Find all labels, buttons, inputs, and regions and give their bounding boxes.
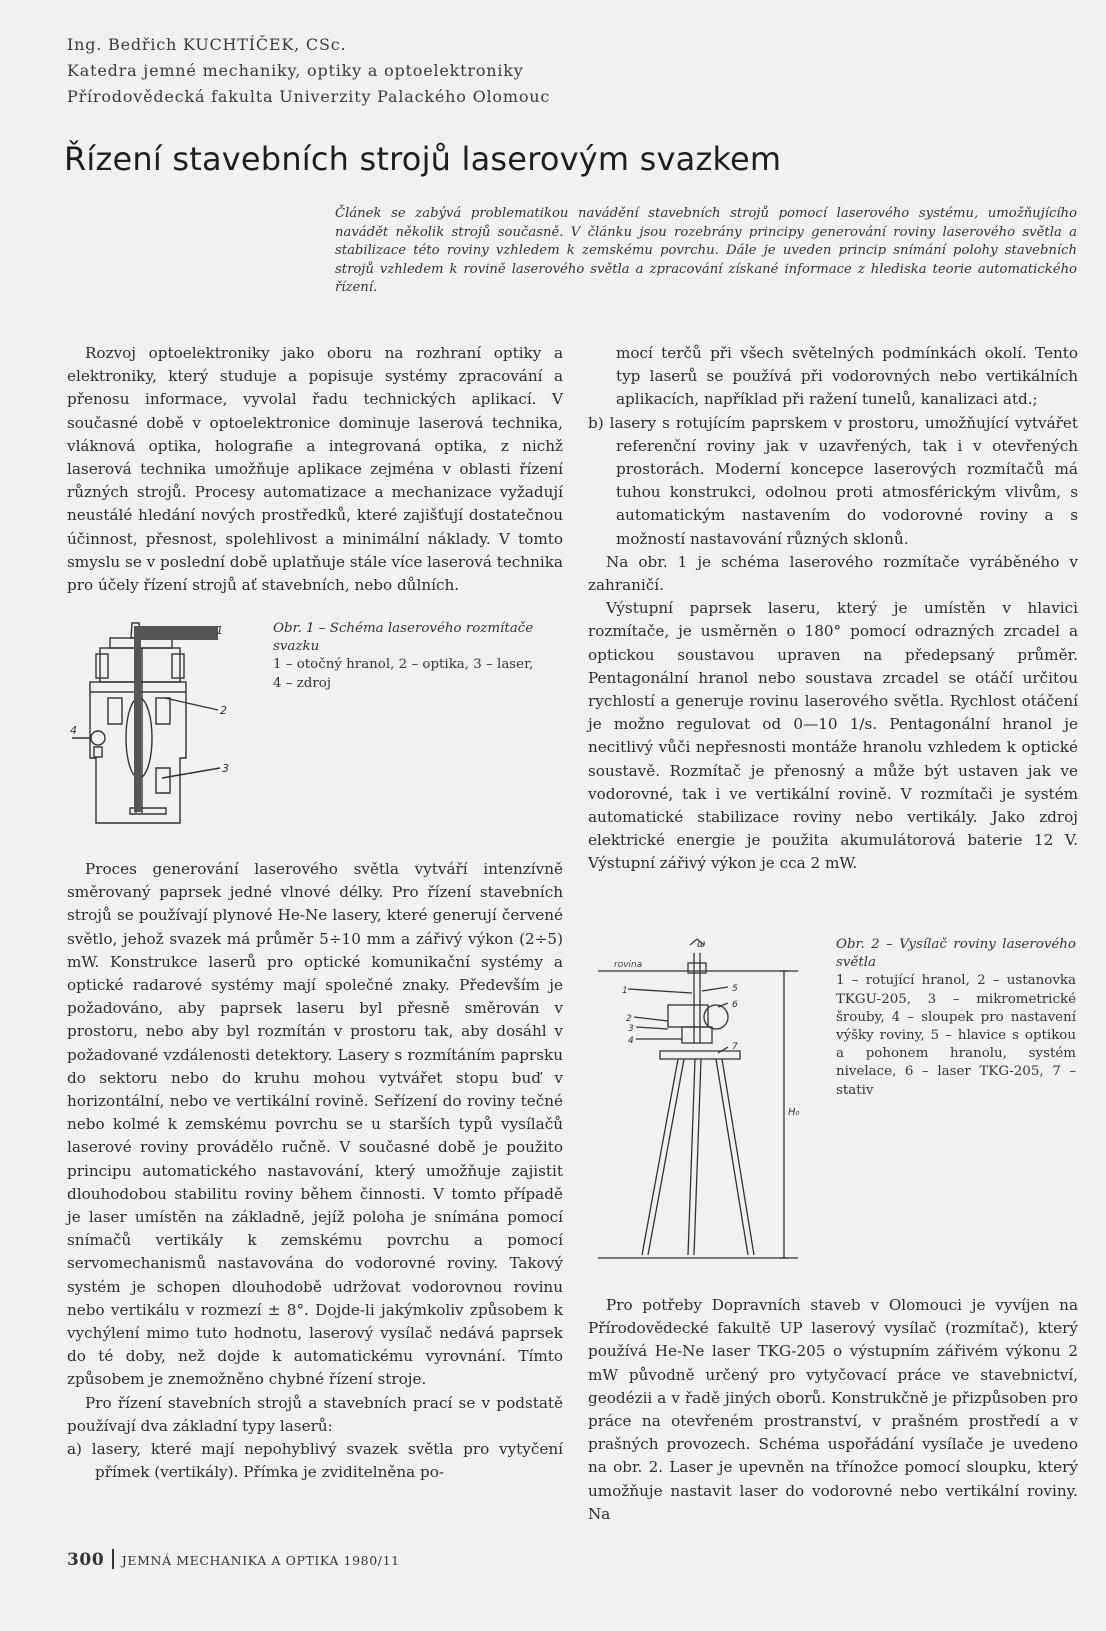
figure-2-caption: [836, 936, 1076, 1100]
department-line: Katedra jemné mechaniky, optiky a optoelektroniky: [67, 61, 524, 80]
fig2-label-4: 4: [628, 1036, 634, 1046]
paragraph-generation: Proces generování laserového světla vytváří intenzívně směrovaný paprsek jedné vlnové délky. Pro řízení stavebních strojů se používají plynové He-Ne lasery, které generují červené světlo, jehož svazek má průměr 5÷10 mm a zářivý výkon (2÷5) mW. Konstrukce laserů pro optické komunikační systémy a optické radarové systémy mají společné znaky. Především je požadováno, aby paprsek laseru byl přesně směrován v prostoru, nebo aby byl rozmítán v prostoru tak, aby dosáhl v požadované vzdálenosti detektory. Lasery s rozmítáním paprsku do sektoru nebo do kruhu mohou vytvářet stopu buď v horizontální, nebo ve vertikální rovině. Seřízení do roviny tečné nebo kolmé k zemskému povrchu se u starších typů vysílačů laserové roviny provádělo ručně. V současné době je použito principu automatického nastavování, který umožňuje zajistit dlouhodobou stabilitu roviny během činnosti. V tomto případě je laser umístěn na základně, jejíž poloha je snímána pomocí snímačů vertikály k zemskému povrchu a pomocí servomechanismů nastavována do vodorovné roviny. Takový systém je schopen dlouhodobě udržovat vodorovnou rovinu nebo vertikálu v rozmezí ± 8°. Dojde-li jakýmkoliv způsobem k vychýlení mimo tuto hodnotu, laserový vysílač nedává paprsek do té doby, než dojde k automatickému vyrovnání. Tímto způsobem je znemožněno chybné řízení stroje.: [67, 860, 563, 1389]
abstract: Článek se zabývá problematikou navádění stavebních strojů pomocí laserového systému, umožňujícího navádět několik strojů současně. V článku jsou rozebrány principy generování roviny laserového světla a stabilizace této roviny vzhledem k zemskému povrchu. Dále je uveden princip snímání polohy stavebních strojů vzhledem k rovině laserového světla a zpracování získané informace z hlediska teorie automatického řízení.: [335, 206, 1077, 296]
paragraph-olomouc: Pro potřeby Dopravních staveb v Olomouci je vyvíjen na Přírodovědecké fakultě UP laserový vysílač (rozmítač), který používá He-Ne laser TKG-205 o výstupním zářivém výkonu 2 mW původně určený pro vytyčovací práce ve stavebnictví, geodézii a v řadě jiných oborů. Konstrukčně je přizpůsoben pro práce na otevřeném prostranství, v prašném prostředí a v prašných provozech. Schéma uspořádání vysílače je uvedeno na obr. 2. Laser je upevněn na třínožce pomocí sloupku, který umožňuje nastavit laser do vodorovné nebo vertikální roviny. Na: [588, 1296, 1078, 1523]
article-title: Řízení stavebních strojů laserovým svazkem: [64, 140, 782, 178]
figure-1-laser-scanner-diagram: [70, 618, 270, 843]
paragraph-output-beam: Výstupní paprsek laseru, který je umístěn v hlavici rozmítače, je usměrněn o 180° pomocí odrazných zrcadel a optickou soustavou upraven na předepsaný průměr. Pentagonální hranol nebo soustava zrcadel se otáčí určitou rychlostí a generuje rovinu laserového světla. Rychlost otáčení je možno regulovat od 0—10 1/s. Pentagonální hranol je necitlivý vůči nepřesnosti montáže hranolu vzhledem k optické soustavě. Rozmítač je přenosný a může být ustaven jak ve vodorovné, tak i ve vertikální rovině. V rozmítači je systém automatické stabilizace roviny nebo vertikály. Jako zdroj elektrické energie je použita akumulátorová baterie 12 V. Výstupní zářivý výkon je cca 2 mW.: [588, 599, 1078, 873]
figure-2-caption-title: Obr. 2 – Vysílač roviny laserového světla: [836, 937, 1076, 971]
figure-1-caption-title: Obr. 1 – Schéma laserového rozmítače svazku: [273, 621, 534, 655]
list-item-a: a) lasery, které mají nepohyblivý svazek světla pro vytyčení přímek (vertikály). Přímka je zviditelněna po-: [67, 1440, 563, 1482]
paragraph-types: Pro řízení stavebních strojů a stavebních prací se v podstatě používají dva základní typy laserů:: [67, 1393, 563, 1435]
page-number: 300: [67, 1550, 105, 1570]
faculty-line: Přírodovědecká fakulta Univerzity Palackého Olomouc: [67, 87, 551, 106]
fig2-label-omega: ω: [697, 939, 706, 950]
fig2-label-1: 1: [622, 986, 628, 996]
fig1-label-4: 4: [70, 724, 77, 737]
paragraph-continuation: mocí terčů při všech světelných podmínkách okolí. Tento typ laserů se používá při vodorovných nebo vertikálních aplikacích, například při ražení tunelů, kanalizaci atd.;: [616, 344, 1078, 409]
fig2-label-3: 3: [628, 1024, 634, 1034]
list-item-b: b) lasery s rotujícím paprskem v prostoru, umožňující vytvářet referenční roviny jak v uzavřených, tak i v otevřených prostorách. Moderní koncepce laserových rozmítačů má tuhou konstrukci, odolnou proti atmosférickým vlivům, s automatickým nastavením do vodorovné roviny a s možností nastavování různých sklonů.: [588, 413, 1078, 548]
journal-name: JEMNÁ MECHANIKA A OPTIKA 1980/11: [121, 1553, 400, 1568]
figure-1-caption: [273, 620, 535, 693]
footer-divider: [112, 1549, 114, 1569]
column-left-bottom: [67, 858, 563, 1484]
column-left-top: [67, 342, 563, 597]
column-right-top: [588, 342, 1078, 876]
fig1-label-1: 1: [216, 624, 223, 637]
author-line: Ing. Bedřich KUCHTÍČEK, CSc.: [67, 35, 347, 54]
fig2-label-6: 6: [732, 1000, 738, 1010]
page-footer: [67, 1549, 400, 1570]
fig1-label-2: 2: [220, 704, 227, 717]
fig2-label-5: 5: [732, 984, 738, 994]
figure-1-caption-body: 1 – otočný hranol, 2 – optika, 3 – laser, 4 – zdroj: [273, 657, 534, 691]
fig2-label-7: 7: [732, 1042, 738, 1052]
fig2-label-h0: H₀: [788, 1107, 800, 1118]
fig2-label-2: 2: [626, 1014, 632, 1024]
figure-2-laser-transmitter-diagram: [598, 935, 830, 1265]
paragraph-intro: Rozvoj optoelektroniky jako oboru na rozhraní optiky a elektroniky, který studuje a popisuje systémy zpracování a přenosu informace, vyvolal řadu technických aplikací. V současné době v optoelektronice dominuje laserová technika, vláknová optika, holografie a integrovaná optika, z nichž laserová technika umožňuje aplikace zejména v oblasti řízení různých strojů. Procesy automatizace a mechanizace vyžadují neustálé hledání nových prostředků, které zajišťují dostatečnou účinnost, přesnost, spolehlivost a minimální náklady. V tomto smyslu se v poslední době uplatňuje stále více laserová technika pro účely řízení strojů ať stavebních, nebo důlních.: [67, 344, 563, 595]
paragraph-figure-ref: Na obr. 1 je schéma laserového rozmítače vyráběného v zahraničí.: [588, 552, 1078, 595]
fig1-label-3: 3: [222, 762, 229, 775]
figure-2-caption-body: 1 – rotující hranol, 2 – ustanovka TKGU-205, 3 – mikrometrické šrouby, 4 – sloupek pro nastavení výšky roviny, 5 – hlavice s optikou a pohonem hranolu, systém nivelace, 6 – laser TKG-205, 7 – stativ: [836, 973, 1076, 1098]
column-right-bottom: [588, 1294, 1078, 1526]
fig2-label-rovina: rovina: [614, 960, 643, 970]
